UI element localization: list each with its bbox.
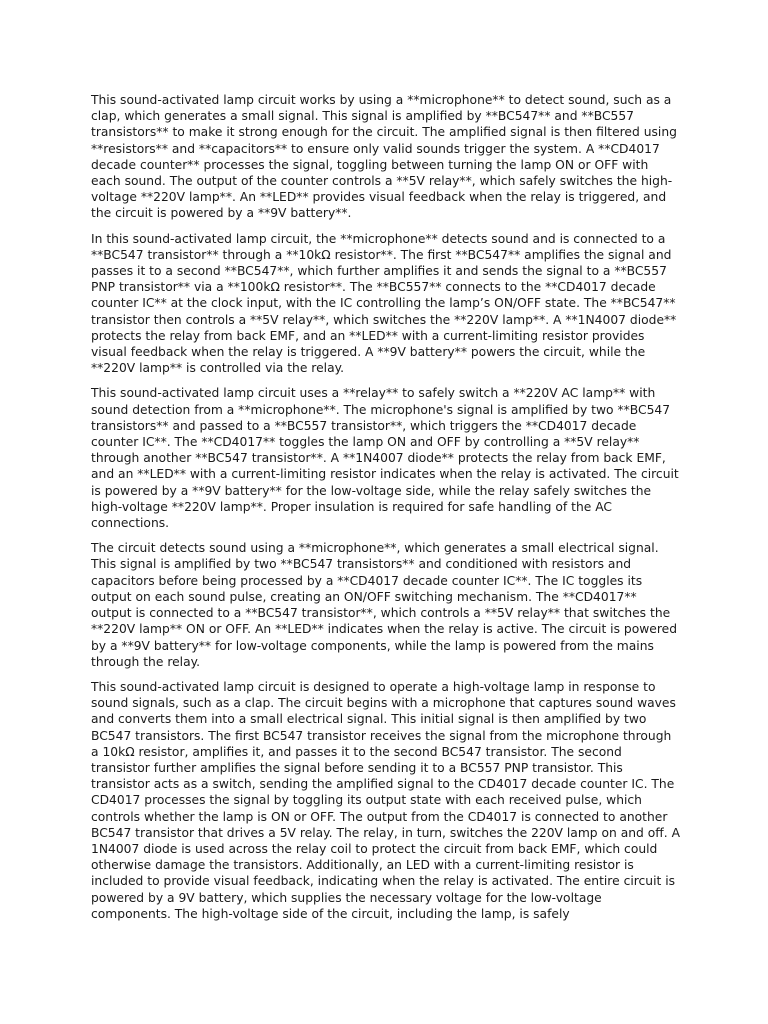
paragraph-1: This sound-activated lamp circuit works by using a **microphone** to detect sound, such as a clap, which generates a small signal. This signal is amplified by **BC547** and **BC557 transistors** to make it strong enough for the circuit. The amplified signal is then filtered using **resistors** and **capacitors** to ensure only valid sounds trigger the system. A **CD4017 decade counter** processes the signal, toggling between turning the lamp ON or OFF with each sound. The output of the counter controls a **5V relay**, which safely switches the high-voltage **220V lamp**. An **LED** provides visual feedback when the relay is triggered, and the circuit is powered by a **9V battery**.	[91, 93, 677, 221]
document-body	[91, 92, 681, 931]
paragraph-2: In this sound-activated lamp circuit, the **microphone** detects sound and is connected to a **BC547 transistor** through a **10kΩ resistor**. The first **BC547** amplifies the signal and passes it to a second **BC547**, which further amplifies it and sends the signal to a **BC557 PNP transistor** via a **100kΩ resistor**. The **BC557** connects to the **CD4017 decade counter IC** at the clock input, with the IC controlling the lamp’s ON/OFF state. The **BC547** transistor then controls a **5V relay**, which switches the **220V lamp**. A **1N4007 diode** protects the relay from back EMF, and an **LED** with a current-limiting resistor provides visual feedback when the relay is triggered. A **9V battery** powers the circuit, while the **220V lamp** is controlled via the relay.	[91, 231, 677, 376]
paragraph-5: This sound-activated lamp circuit is designed to operate a high-voltage lamp in response to sound signals, such as a clap. The circuit begins with a microphone that captures sound waves and converts them into a small electrical signal. This initial signal is then amplified by two BC547 transistors. The first BC547 transistor receives the signal from the microphone through a 10kΩ resistor, amplifies it, and passes it to the second BC547 transistor. The second transistor further amplifies the signal before sending it to a BC557 PNP transistor. This transistor acts as a switch, sending the amplified signal to the CD4017 decade counter IC. The CD4017 processes the signal by toggling its output state with each received pulse, which controls whether the lamp is ON or OFF. The output from the CD4017 is connected to another BC547 transistor that drives a 5V relay. The relay, in turn, switches the 220V lamp on and off. A 1N4007 diode is used across the relay coil to protect the circuit from back EMF, which could otherwise damage the transistors. Additionally, an LED with a current-limiting resistor is included to provide visual feedback, indicating when the relay is activated. The entire circuit is powered by a 9V battery, which supplies the necessary voltage for the low-voltage components. The high-voltage side of the circuit, including the lamp, is safely	[91, 679, 681, 921]
paragraph-4: The circuit detects sound using a **microphone**, which generates a small electrical signal. This signal is amplified by two **BC547 transistors** and conditioned with resistors and capacitors before being processed by a **CD4017 decade counter IC**. The IC toggles its output on each sound pulse, creating an ON/OFF switching mechanism. The **CD4017** output is connected to a **BC547 transistor**, which controls a **5V relay** that switches the **220V lamp** ON or OFF. An **LED** indicates when the relay is active. The circuit is powered by a **9V battery** for low-voltage components, while the lamp is powered from the mains through the relay.	[91, 541, 678, 669]
paragraph-3: This sound-activated lamp circuit uses a **relay** to safely switch a **220V AC lamp** with sound detection from a **microphone**. The microphone's signal is amplified by two **BC547 transistors** and passed to a **BC557 transistor**, which triggers the **CD4017 decade counter IC**. The **CD4017** toggles the lamp ON and OFF by controlling a **5V relay** through another **BC547 transistor**. A **1N4007 diode** protects the relay from back EMF, and an **LED** with a current-limiting resistor indicates when the relay is activated. The circuit is powered by a **9V battery** for the low-voltage side, while the relay safely switches the high-voltage **220V lamp**. Proper insulation is required for safe handling of the AC connections.	[91, 386, 679, 531]
